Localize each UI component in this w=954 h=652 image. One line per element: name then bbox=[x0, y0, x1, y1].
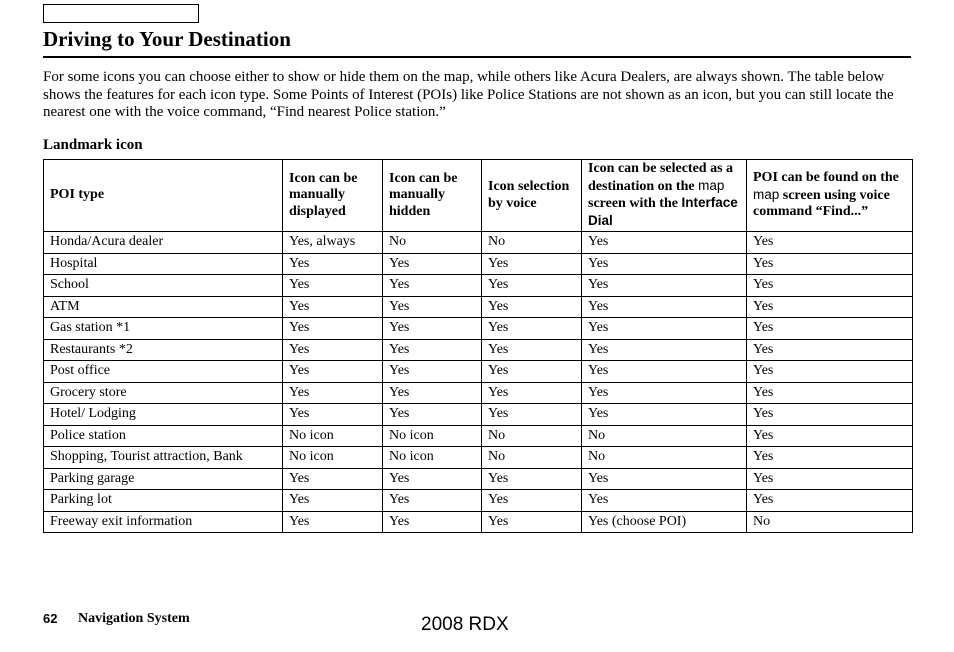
table-row bbox=[44, 361, 913, 383]
destination-cell: No bbox=[582, 425, 747, 447]
hidden-cell: Yes bbox=[383, 296, 482, 318]
find-cell: Yes bbox=[747, 404, 913, 426]
intro-paragraph: For some icons you can choose either to show or hide them on the map, while others like Acura Dealers, are always shown. The table below shows the features for each icon type. Some Points of Interest (POIs) like Police Stations are not shown as an icon, but you can still locate the nearest one with the voice command, “Find nearest Police station.” bbox=[43, 69, 894, 120]
poi-type-cell: Parking garage bbox=[44, 468, 283, 490]
table-row bbox=[44, 275, 913, 297]
table-row bbox=[44, 447, 913, 469]
hidden-cell: Yes bbox=[383, 253, 482, 275]
poi-type-cell: ATM bbox=[44, 296, 283, 318]
header-dest-dial-word: Interface Dial bbox=[588, 195, 738, 228]
hidden-cell: Yes bbox=[383, 318, 482, 340]
displayed-cell: Yes bbox=[283, 318, 383, 340]
poi-type-cell: School bbox=[44, 275, 283, 297]
voice-cell: Yes bbox=[482, 490, 582, 512]
destination-cell: Yes bbox=[582, 382, 747, 404]
destination-cell: Yes bbox=[582, 253, 747, 275]
table-row bbox=[44, 253, 913, 275]
header-found-by-voice bbox=[747, 160, 913, 232]
header-find-text-2: screen using voice command “Find...” bbox=[753, 187, 890, 220]
displayed-cell: Yes bbox=[283, 511, 383, 533]
header-manually-displayed: Icon can be manually displayed bbox=[283, 160, 383, 232]
table-row bbox=[44, 468, 913, 490]
poi-type-cell: Freeway exit information bbox=[44, 511, 283, 533]
destination-cell: Yes bbox=[582, 339, 747, 361]
hidden-cell: No bbox=[383, 232, 482, 254]
title-divider bbox=[43, 56, 911, 58]
header-select-as-destination bbox=[582, 160, 747, 232]
poi-type-cell: Honda/Acura dealer bbox=[44, 232, 283, 254]
table-row bbox=[44, 425, 913, 447]
voice-cell: Yes bbox=[482, 468, 582, 490]
header-find-map-word: map bbox=[753, 186, 780, 202]
table-row bbox=[44, 382, 913, 404]
destination-cell: Yes bbox=[582, 296, 747, 318]
poi-type-cell: Post office bbox=[44, 361, 283, 383]
find-cell: Yes bbox=[747, 468, 913, 490]
poi-type-cell: Grocery store bbox=[44, 382, 283, 404]
header-dest-text-2: screen with the bbox=[588, 196, 678, 211]
voice-cell: No bbox=[482, 447, 582, 469]
voice-cell: No bbox=[482, 232, 582, 254]
find-cell: No bbox=[747, 511, 913, 533]
hidden-cell: Yes bbox=[383, 490, 482, 512]
hidden-cell: No icon bbox=[383, 425, 482, 447]
hidden-cell: No icon bbox=[383, 447, 482, 469]
displayed-cell: Yes bbox=[283, 490, 383, 512]
find-cell: Yes bbox=[747, 361, 913, 383]
hidden-cell: Yes bbox=[383, 468, 482, 490]
destination-cell: Yes (choose POI) bbox=[582, 511, 747, 533]
displayed-cell: Yes bbox=[283, 404, 383, 426]
displayed-cell: Yes bbox=[283, 382, 383, 404]
destination-cell: Yes bbox=[582, 490, 747, 512]
destination-cell: Yes bbox=[582, 232, 747, 254]
destination-cell: Yes bbox=[582, 468, 747, 490]
footer-model: 2008 RDX bbox=[421, 614, 509, 635]
page-title: Driving to Your Destination bbox=[43, 27, 291, 51]
find-cell: Yes bbox=[747, 232, 913, 254]
poi-type-cell: Restaurants *2 bbox=[44, 339, 283, 361]
displayed-cell: Yes bbox=[283, 253, 383, 275]
displayed-cell: Yes, always bbox=[283, 232, 383, 254]
destination-cell: Yes bbox=[582, 361, 747, 383]
displayed-cell: No icon bbox=[283, 447, 383, 469]
table-row bbox=[44, 511, 913, 533]
section-heading: Landmark icon bbox=[43, 137, 143, 153]
voice-cell: Yes bbox=[482, 382, 582, 404]
header-poi-type: POI type bbox=[44, 160, 283, 232]
poi-type-cell: Shopping, Tourist attraction, Bank bbox=[44, 447, 283, 469]
displayed-cell: Yes bbox=[283, 275, 383, 297]
header-tab-box bbox=[43, 4, 199, 23]
voice-cell: No bbox=[482, 425, 582, 447]
poi-type-cell: Police station bbox=[44, 425, 283, 447]
voice-cell: Yes bbox=[482, 253, 582, 275]
destination-cell: No bbox=[582, 447, 747, 469]
poi-type-cell: Hotel/ Lodging bbox=[44, 404, 283, 426]
find-cell: Yes bbox=[747, 425, 913, 447]
header-selection-by-voice: Icon selection by voice bbox=[482, 160, 582, 232]
find-cell: Yes bbox=[747, 382, 913, 404]
header-find-text-1: POI can be found on the bbox=[753, 170, 899, 186]
find-cell: Yes bbox=[747, 318, 913, 340]
hidden-cell: Yes bbox=[383, 382, 482, 404]
voice-cell: Yes bbox=[482, 296, 582, 318]
table-row bbox=[44, 490, 913, 512]
displayed-cell: Yes bbox=[283, 361, 383, 383]
voice-cell: Yes bbox=[482, 404, 582, 426]
poi-type-cell: Parking lot bbox=[44, 490, 283, 512]
voice-cell: Yes bbox=[482, 275, 582, 297]
table-row bbox=[44, 232, 913, 254]
find-cell: Yes bbox=[747, 253, 913, 275]
table-row bbox=[44, 296, 913, 318]
hidden-cell: Yes bbox=[383, 511, 482, 533]
table-body bbox=[44, 232, 913, 533]
table-header-row bbox=[44, 160, 913, 232]
voice-cell: Yes bbox=[482, 361, 582, 383]
voice-cell: Yes bbox=[482, 318, 582, 340]
hidden-cell: Yes bbox=[383, 339, 482, 361]
header-dest-map-word: map bbox=[698, 177, 725, 193]
displayed-cell: No icon bbox=[283, 425, 383, 447]
find-cell: Yes bbox=[747, 490, 913, 512]
destination-cell: Yes bbox=[582, 275, 747, 297]
table-row bbox=[44, 339, 913, 361]
destination-cell: Yes bbox=[582, 404, 747, 426]
find-cell: Yes bbox=[747, 275, 913, 297]
poi-type-cell: Hospital bbox=[44, 253, 283, 275]
displayed-cell: Yes bbox=[283, 296, 383, 318]
header-dest-text-1: Icon can be selected as a destination on the bbox=[588, 161, 734, 194]
voice-cell: Yes bbox=[482, 339, 582, 361]
hidden-cell: Yes bbox=[383, 404, 482, 426]
voice-cell: Yes bbox=[482, 511, 582, 533]
displayed-cell: Yes bbox=[283, 468, 383, 490]
destination-cell: Yes bbox=[582, 318, 747, 340]
footer-section-name: Navigation System bbox=[78, 611, 190, 626]
table-row bbox=[44, 404, 913, 426]
hidden-cell: Yes bbox=[383, 361, 482, 383]
find-cell: Yes bbox=[747, 339, 913, 361]
find-cell: Yes bbox=[747, 447, 913, 469]
table-row bbox=[44, 318, 913, 340]
displayed-cell: Yes bbox=[283, 339, 383, 361]
hidden-cell: Yes bbox=[383, 275, 482, 297]
page-number: 62 bbox=[43, 611, 58, 626]
find-cell: Yes bbox=[747, 296, 913, 318]
header-manually-hidden: Icon can be manually hidden bbox=[383, 160, 482, 232]
landmark-icon-table bbox=[43, 159, 913, 533]
poi-type-cell: Gas station *1 bbox=[44, 318, 283, 340]
